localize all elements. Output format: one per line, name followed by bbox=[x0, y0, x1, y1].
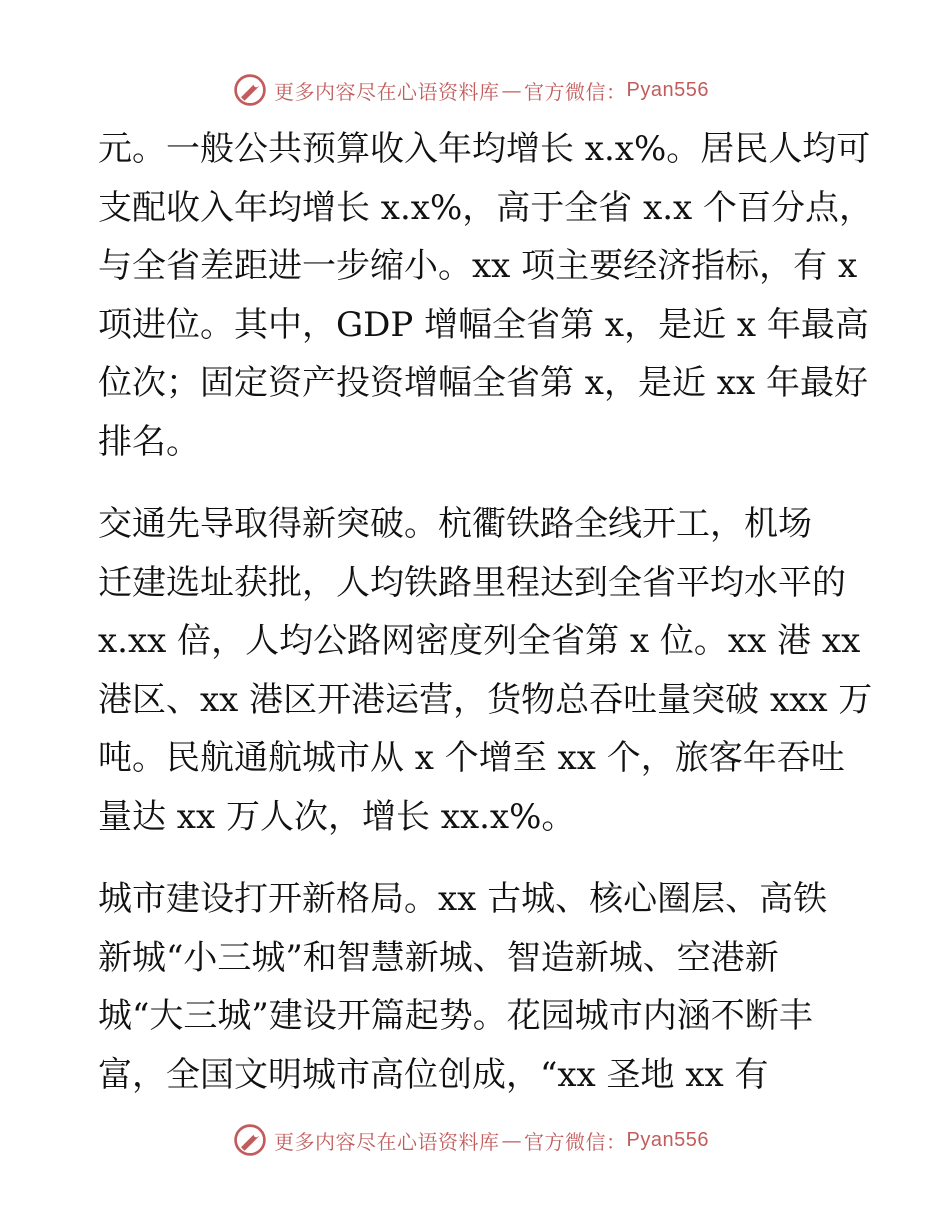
pen-logo-icon bbox=[232, 1122, 268, 1158]
watermark-wechat-id: Pyan556 bbox=[626, 1128, 709, 1151]
text-line: 项进位。其中，GDP 增幅全省第 x，是近 x 年最高 bbox=[98, 304, 869, 345]
text-line: 交通先导取得新突破。杭衢铁路全线开工，机场 bbox=[98, 504, 812, 544]
document-body bbox=[98, 120, 874, 1104]
text-line: 城“大三城”建设开篇起势。花园城市内涵不断丰 bbox=[98, 996, 813, 1036]
watermark-wechat-id: Pyan556 bbox=[626, 78, 709, 101]
text-line: 迁建选址获批，人均铁路里程达到全省平均水平的 bbox=[98, 562, 846, 603]
text-line: 港区、xx 港区开港运营，货物总吞吐量突破 xxx 万 bbox=[98, 679, 873, 720]
watermark-wechat-label: 官方微信： bbox=[524, 79, 627, 104]
text-line: 富，全国文明城市高位创成，“xx 圣地 xx 有 bbox=[98, 1054, 769, 1095]
watermark-separator: — bbox=[501, 1128, 522, 1152]
watermark-main-text: 更多内容尽在心语资料库 bbox=[274, 1129, 500, 1154]
paragraph-urban bbox=[98, 870, 858, 1104]
text-line: 城市建设打开新格局。xx 古城、核心圈层、高铁 bbox=[98, 879, 828, 919]
watermark-separator: — bbox=[501, 78, 522, 102]
text-line: 新城“小三城”和智慧新城、智造新城、空港新 bbox=[98, 937, 779, 978]
text-line: 量达 xx 万人次，增长 xx.x%。 bbox=[98, 796, 576, 837]
paragraph-transport bbox=[98, 495, 873, 846]
watermark-wechat-label: 官方微信： bbox=[524, 1129, 627, 1154]
text-line: 与全省差距进一步缩小。xx 项主要经济指标，有 x bbox=[98, 246, 858, 286]
text-line: 位次；固定资产投资增幅全省第 x，是近 xx 年最好 bbox=[98, 363, 868, 403]
paragraph-economy bbox=[98, 120, 874, 471]
text-line: 支配收入年均增长 x.x%，高于全省 x.x 个百分点， bbox=[98, 187, 874, 228]
footer-watermark bbox=[232, 1120, 752, 1160]
text-line: x.xx 倍，人均公路网密度列全省第 x 位。xx 港 xx bbox=[98, 621, 861, 661]
text-line: 排名。 bbox=[98, 421, 200, 462]
pen-logo-icon bbox=[232, 72, 268, 108]
watermark-main-text: 更多内容尽在心语资料库 bbox=[274, 79, 500, 104]
text-line: 元。一般公共预算收入年均增长 x.x%。居民人均可 bbox=[98, 129, 871, 169]
header-watermark bbox=[232, 70, 752, 110]
text-line: 吨。民航通航城市从 x 个增至 xx 个，旅客年吞吐 bbox=[98, 738, 845, 778]
